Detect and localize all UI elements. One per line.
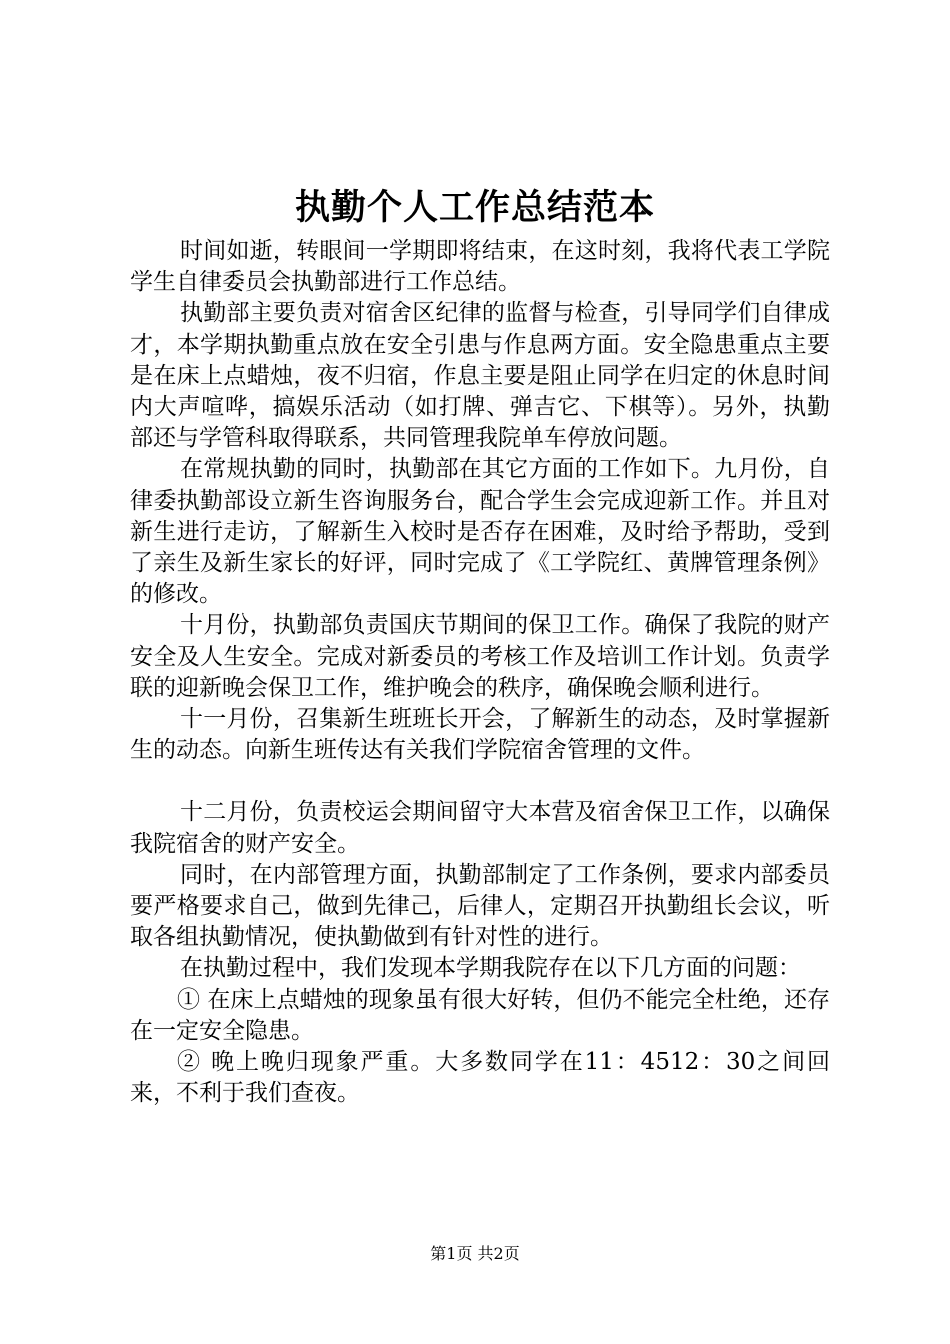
document-body — [130, 236, 830, 1109]
paragraph-september: 在常规执勤的同时，执勤部在其它方面的工作如下。九月份，自律委执勤部设立新生咨询服务台，配合学生会完成迎新工作。并且对新生进行走访，了解新生入校时是否存在困难，及时给予帮助，受到了亲生及新生家长的好评，同时完成了《工学院红、黄牌管理条例》的修改。 — [130, 456, 830, 608]
list-item-late-return: ② 晚上晚归现象严重。大多数同学在11：4512：30之间回来，不利于我们查夜。 — [130, 1049, 830, 1107]
paragraph-december: 十二月份，负责校运会期间留守大本营及宿舍保卫工作，以确保我院宿舍的财产安全。 — [130, 799, 830, 857]
paragraph-november: 十一月份，召集新生班班长开会，了解新生的动态，及时掌握新生的动态。向新生班传达有关我们学院宿舍管理的文件。 — [130, 706, 830, 764]
paragraph-october: 十月份，执勤部负责国庆节期间的保卫工作。确保了我院的财产安全及人生安全。完成对新委员的考核工作及培训工作计划。负责学联的迎新晚会保卫工作，维护晚会的秩序，确保晚会顺利进行。 — [130, 612, 830, 701]
list-item-candles: ① 在床上点蜡烛的现象虽有很大好转，但仍不能完全杜绝，还存在一定安全隐患。 — [130, 986, 830, 1044]
paragraph-duties: 执勤部主要负责对宿舍区纪律的监督与检查，引导同学们自律成才，本学期执勤重点放在安全引患与作息两方面。安全隐患重点主要是在床上点蜡烛，夜不归宿，作息主要是阻止同学在归定的休息时间内大声喧哗，搞娱乐活动（如打牌、弹吉它、下棋等）。另外，执勤部还与学管科取得联系，共同管理我院单车停放问题。 — [130, 300, 830, 452]
paragraph-intro: 时间如逝，转眼间一学期即将结束，在这时刻，我将代表工学院学生自律委员会执勤部进行工作总结。 — [130, 238, 830, 296]
document-title: 执勤个人工作总结范本 — [294, 187, 655, 228]
paragraph-problems-intro: 在执勤过程中，我们发现本学期我院存在以下几方面的问题： — [180, 955, 801, 982]
paragraph-internal-management: 同时，在内部管理方面，执勤部制定了工作条例，要求内部委员要严格要求自己，做到先律己，后律人，定期召开执勤组长会议，听取各组执勤情况，使执勤做到有针对性的进行。 — [130, 861, 830, 951]
page-number-footer: 第1页 共2页 — [430, 1244, 520, 1263]
